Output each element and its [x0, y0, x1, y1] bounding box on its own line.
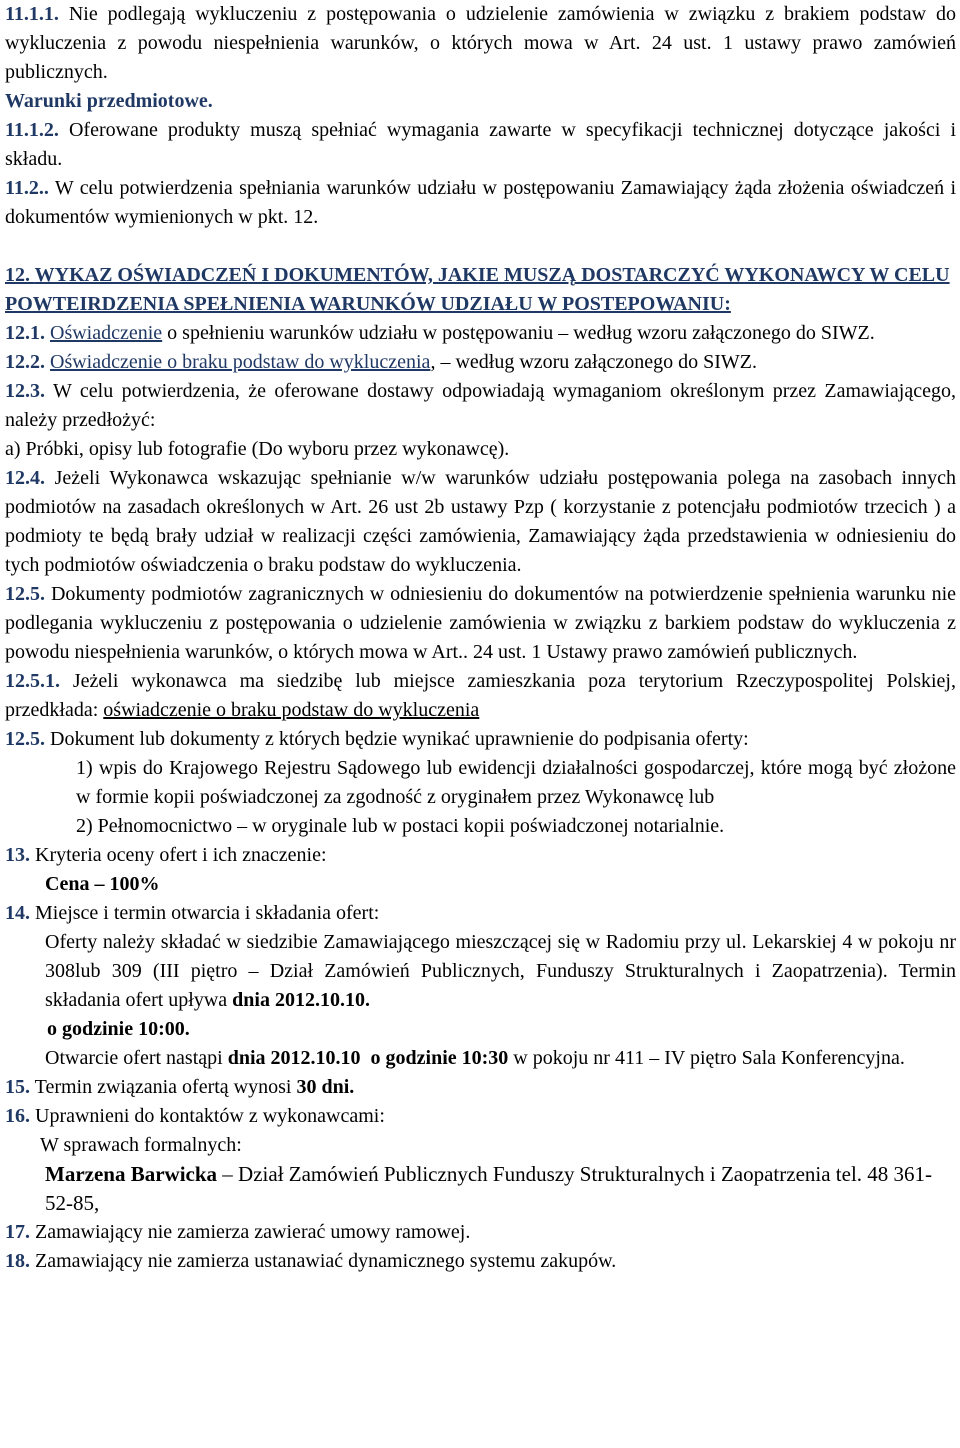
section-number: 12.5. — [5, 728, 45, 750]
subheading-warunki-przedmiotowe: Warunki przedmiotowe. — [5, 90, 213, 112]
section-heading-12: 12. WYKAZ OŚWIADCZEŃ I DOKUMENTÓW, JAKIE MUSZĄ DOSTARCZYĆ WYKONAWCY W CELU POWTEIRDZENIA SPEŁNIENIA WARUNKÓW UDZIAŁU W POSTEPOWANIU: — [5, 264, 950, 315]
list-item-1: 1) wpis do Krajowego Rejestru Sądowego lub ewidencji działalności gospodarczej, które mogą być złożone w formie kopii poświadczonej za zgodność z oryginałem przez Wykonawcę lub — [76, 757, 956, 808]
paragraph-11-1-2 — [5, 116, 956, 174]
section-number: 12.4. — [5, 467, 45, 489]
paragraph-text: W celu potwierdzenia spełniania warunków udziału w postępowaniu Zamawiający żąda złożenia oświadczeń i dokumentów wymienionych w pkt. 12. — [5, 177, 956, 228]
section-number: 11.2.. — [5, 177, 49, 199]
section-number: 17. — [5, 1221, 30, 1243]
paragraph-15: 15. Termin związania ofertą wynosi 30 dni. — [5, 1076, 355, 1098]
paragraph-14-text: Oferty należy składać w siedzibie Zamawiającego mieszczącej się w Radomiu przy ul. Lekarskiej 4 w pokoju nr 308lub 309 (III piętro – Dział Zamówień Publicznych, Funduszy Strukturalnych i Zaopatrzenia). Termin składania ofert upływa dnia 2012.10.10. o godzinie 10:00. — [45, 931, 956, 1040]
contact-person: Marzena Barwicka – Dział Zamówień Publicznych Funduszy Strukturalnych i Zaopatrzenia tel. 48 361-52-85, — [45, 1162, 933, 1215]
section-number: 12.2. — [5, 351, 45, 373]
section-number: 14. — [5, 902, 30, 924]
paragraph-11-1-1 — [5, 0, 956, 87]
paragraph-text: Nie podlegają wykluczeniu z postępowania o udzielenie zamówienia w związku z brakiem podstaw do wykluczenia z powodu niespełnienia warunków, o których mowa w Art. 24 ust. 1 ustawy prawo zamówień publicznych. — [5, 3, 957, 83]
document-link[interactable]: oświadczenie o braku podstaw do wykluczenia — [103, 699, 480, 721]
section-number: 18. — [5, 1250, 30, 1272]
paragraph-13: 13. Kryteria oceny ofert i ich znaczenie: — [5, 844, 327, 866]
section-number: 11.1.1. — [5, 3, 59, 25]
paragraph-12-3: 12.3. W celu potwierdzenia, że oferowane dostawy odpowiadają wymaganiom określonym przez Zamawiającego, należy przedłożyć: — [5, 380, 956, 431]
paragraph-text: Oferowane produkty muszą spełniać wymagania zawarte w specyfikacji technicznej dotyczące jakości i składu. — [5, 119, 956, 170]
paragraph-12-1: 12.1. Oświadczenie o spełnieniu warunków udziału w postępowaniu – według wzoru załączonego do SIWZ. — [5, 322, 875, 344]
paragraph-12-5-1: 12.5.1. Jeżeli wykonawca ma siedzibę lub miejsce zamieszkania poza terytorium Rzeczypospolitej Polskiej, przedkłada: oświadczenie o braku podstaw do wykluczenia — [5, 670, 956, 721]
section-number: 11.1.2. — [5, 119, 59, 141]
section-number: 13. — [5, 844, 30, 866]
section-number: 16. — [5, 1105, 30, 1127]
document-link[interactable]: Oświadczenie — [50, 322, 163, 344]
list-item-2: 2) Pełnomocnictwo – w oryginale lub w postaci kopii poświadczonej notarialnie. — [76, 815, 725, 837]
paragraph-11-2 — [5, 174, 956, 232]
paragraph-12-4: 12.4. Jeżeli Wykonawca wskazując spełnianie w/w warunków udziału postępowania polega na zasobach innych podmiotów na zasadach określonych w Art. 26 ust 2b ustawy Pzp ( korzystanie z potencjału podmiotów trzecich ) a podmioty te będą brały udział w realizacji części zamówienia, Zamawiający żąda przedstawienia w odniesieniu do tych podmiotów oświadczenia o braku podstaw do wykluczenia. — [5, 467, 956, 576]
section-number: 12.1. — [5, 322, 45, 344]
paragraph-12-2: 12.2. Oświadczenie o braku podstaw do wykluczenia, – według wzoru załączonego do SIWZ. — [5, 351, 757, 373]
paragraph-16: 16. Uprawnieni do kontaktów z wykonawcami: — [5, 1105, 385, 1127]
paragraph-12-5-b: 12.5. Dokument lub dokumenty z których będzie wynikać uprawnienie do podpisania oferty: — [5, 728, 749, 750]
section-number: 15. — [5, 1076, 30, 1098]
document-link[interactable]: Oświadczenie o braku podstaw do wykluczenia — [50, 351, 431, 373]
criteria-value: Cena – 100% — [45, 873, 160, 895]
paragraph-17: 17. Zamawiający nie zamierza zawierać umowy ramowej. — [5, 1221, 471, 1243]
paragraph-14: 14. Miejsce i termin otwarcia i składania ofert: — [5, 902, 380, 924]
section-number: 12.5. — [5, 583, 45, 605]
paragraph-16-sub: W sprawach formalnych: — [40, 1134, 242, 1156]
paragraph-14-opening: Otwarcie ofert nastąpi dnia 2012.10.10 o godzinie 10:30 w pokoju nr 411 – IV piętro Sala Konferencyjna. — [45, 1047, 905, 1069]
section-number: 12.5.1. — [5, 670, 60, 692]
paragraph-12-5: 12.5. Dokumenty podmiotów zagranicznych w odniesieniu do dokumentów na potwierdzenie spełnienia warunku nie podlegania wykluczeniu z postępowania o udzielenie zamówienia w związku z barkiem podstaw do wykluczenia z powodu niespełnienia warunków, o których mowa w Art.. 24 ust. 1 Ustawy prawo zamówień publicznych. — [5, 583, 957, 663]
section-number: 12.3. — [5, 380, 45, 402]
paragraph-12-3-sub: a) Próbki, opisy lub fotografie (Do wyboru przez wykonawcę). — [5, 438, 510, 460]
paragraph-18: 18. Zamawiający nie zamierza ustanawiać dynamicznego systemu zakupów. — [5, 1250, 617, 1272]
